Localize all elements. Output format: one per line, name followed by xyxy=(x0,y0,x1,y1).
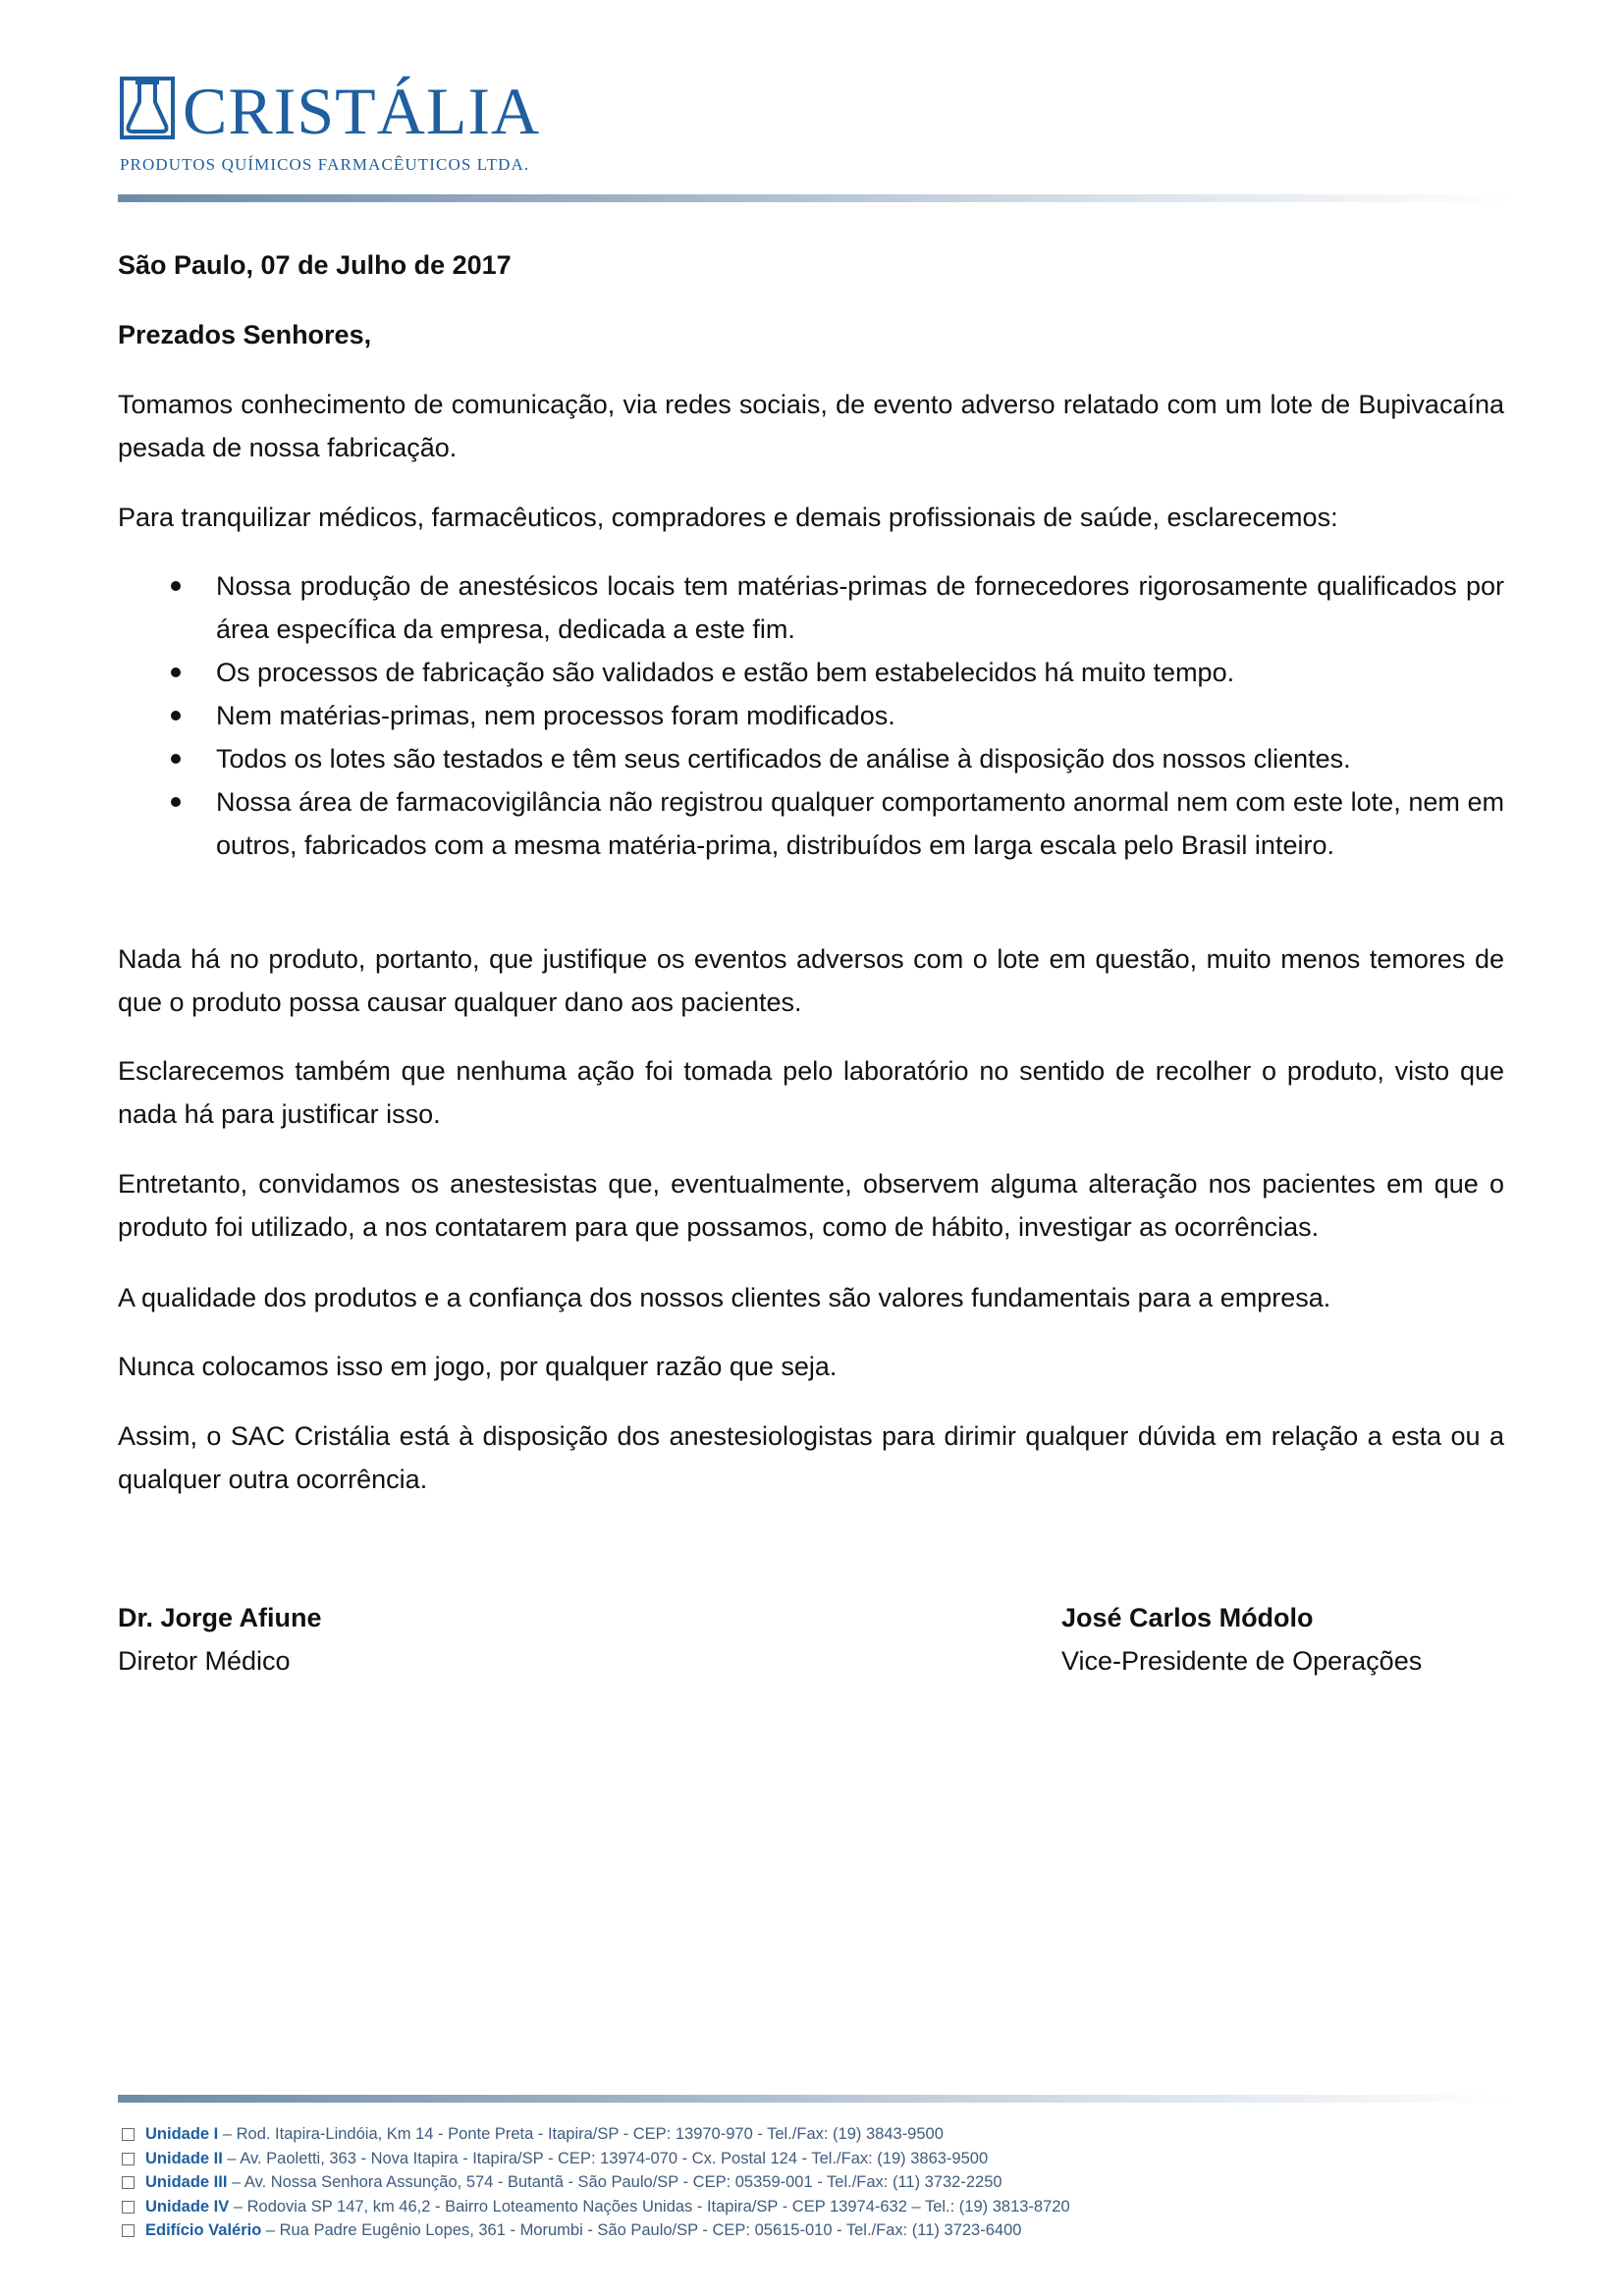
signatory-title: Vice-Presidente de Operações xyxy=(1061,1646,1423,1676)
bullet-icon xyxy=(171,581,181,591)
footer-addresses xyxy=(122,2122,1070,2243)
flask-logo-icon xyxy=(120,77,175,139)
paragraph-1: Tomamos conhecimento de comunicação, via redes sociais, de evento adverso relatado com um lote de Bupivacaína pesada de nossa fabricação. xyxy=(118,390,1504,462)
checkbox-icon xyxy=(122,2201,135,2214)
bullet-icon xyxy=(171,754,181,764)
list-item-text: Nossa produção de anestésicos locais tem matérias-primas de fornecedores rigorosamente qualificados por área específica da empresa, dedicada a este fim. xyxy=(216,571,1504,644)
list-item xyxy=(118,737,1504,780)
paragraph-5: Entretanto, convidamos os anestesistas que, eventualmente, observem alguma alteração nos pacientes em que o produto foi utilizado, a nos contatarem para que possamos, como de hábito, investigar as ocorrências. xyxy=(118,1169,1504,1242)
bullet-icon xyxy=(171,711,181,721)
signatory-title: Diretor Médico xyxy=(118,1646,291,1676)
unit-name: Unidade II xyxy=(145,2149,223,2167)
paragraph-2: Para tranquilizar médicos, farmacêuticos, compradores e demais profissionais de saúde, esclarecemos: xyxy=(118,503,1338,532)
date-line: São Paulo, 07 de Julho de 2017 xyxy=(118,250,512,280)
unit-address: – Rod. Itapira-Lindóia, Km 14 - Ponte Preta - Itapira/SP - CEP: 13970-970 - Tel./Fax: (19) 3843-9500 xyxy=(218,2125,944,2143)
list-item-text: Todos os lotes são testados e têm seus certificados de análise à disposição dos nossos clientes. xyxy=(216,744,1351,774)
company-tagline: PRODUTOS QUÍMICOS FARMACÊUTICOS LTDA. xyxy=(120,155,530,174)
clarification-list xyxy=(118,564,1504,867)
company-name: CRISTÁLIA xyxy=(183,74,541,148)
checkbox-icon xyxy=(122,2224,135,2237)
list-item xyxy=(118,564,1504,651)
list-item-text: Nossa área de farmacovigilância não registrou qualquer comportamento anormal nem com este lote, nem em outros, fabricados com a mesma matéria-prima, distribuídos em larga escala pelo Brasil inteiro. xyxy=(216,787,1504,860)
signature-right xyxy=(1061,1596,1422,1682)
footer-address-item xyxy=(122,2195,1070,2219)
footer-address-item xyxy=(122,2147,1070,2171)
unit-address: – Rodovia SP 147, km 46,2 - Bairro Loteamento Nações Unidas - Itapira/SP - CEP 13974-632 – Tel.: (19) 3813-8720 xyxy=(229,2197,1070,2216)
list-item xyxy=(118,780,1504,867)
paragraph-7: Nunca colocamos isso em jogo, por qualquer razão que seja. xyxy=(118,1352,838,1381)
unit-address: – Av. Nossa Senhora Assunção, 574 - Butantã - São Paulo/SP - CEP: 05359-001 - Tel./Fax: (11) 3732-2250 xyxy=(227,2173,1002,2191)
company-logo xyxy=(118,75,560,183)
list-item xyxy=(118,651,1504,694)
unit-name: Unidade III xyxy=(145,2173,228,2191)
checkbox-icon xyxy=(122,2153,135,2165)
paragraph-4: Esclarecemos também que nenhuma ação foi tomada pelo laboratório no sentido de recolher o produto, visto que nada há para justificar isso. xyxy=(118,1056,1504,1129)
checkbox-icon xyxy=(122,2176,135,2189)
footer-address-item xyxy=(122,2218,1070,2243)
list-item xyxy=(118,694,1504,737)
unit-address: – Av. Paoletti, 363 - Nova Itapira - Itapira/SP - CEP: 13974-070 - Cx. Postal 124 - Tel./Fax: (19) 3863-9500 xyxy=(222,2149,989,2167)
footer-address-item xyxy=(122,2122,1070,2147)
paragraph-6: A qualidade dos produtos e a confiança dos nossos clientes são valores fundamentais para a empresa. xyxy=(118,1283,1331,1312)
header-divider xyxy=(118,194,1512,202)
signatory-name: José Carlos Módolo xyxy=(1061,1603,1314,1632)
unit-name: Edifício Valério xyxy=(145,2221,262,2239)
footer-divider xyxy=(118,2095,1512,2103)
footer-address-item xyxy=(122,2170,1070,2195)
signature-left xyxy=(118,1596,322,1682)
bullet-icon xyxy=(171,667,181,677)
paragraph-3: Nada há no produto, portanto, que justifique os eventos adversos com o lote em questão, muito menos temores de que o produto possa causar qualquer dano aos pacientes. xyxy=(118,944,1504,1017)
paragraph-8: Assim, o SAC Cristália está à disposição dos anestesiologistas para dirimir qualquer dúvida em relação a esta ou a qualquer outra ocorrência. xyxy=(118,1421,1504,1494)
bullet-icon xyxy=(171,797,181,807)
signatory-name: Dr. Jorge Afiune xyxy=(118,1603,322,1632)
list-item-text: Nem matérias-primas, nem processos foram modificados. xyxy=(216,701,895,730)
unit-address: – Rua Padre Eugênio Lopes, 361 - Morumbi - São Paulo/SP - CEP: 05615-010 - Tel./Fax: (11) 3723-6400 xyxy=(261,2221,1022,2239)
checkbox-icon xyxy=(122,2128,135,2141)
unit-name: Unidade I xyxy=(145,2125,219,2143)
salutation: Prezados Senhores, xyxy=(118,320,372,349)
unit-name: Unidade IV xyxy=(145,2197,230,2216)
list-item-text: Os processos de fabricação são validados e estão bem estabelecidos há muito tempo. xyxy=(216,658,1235,687)
